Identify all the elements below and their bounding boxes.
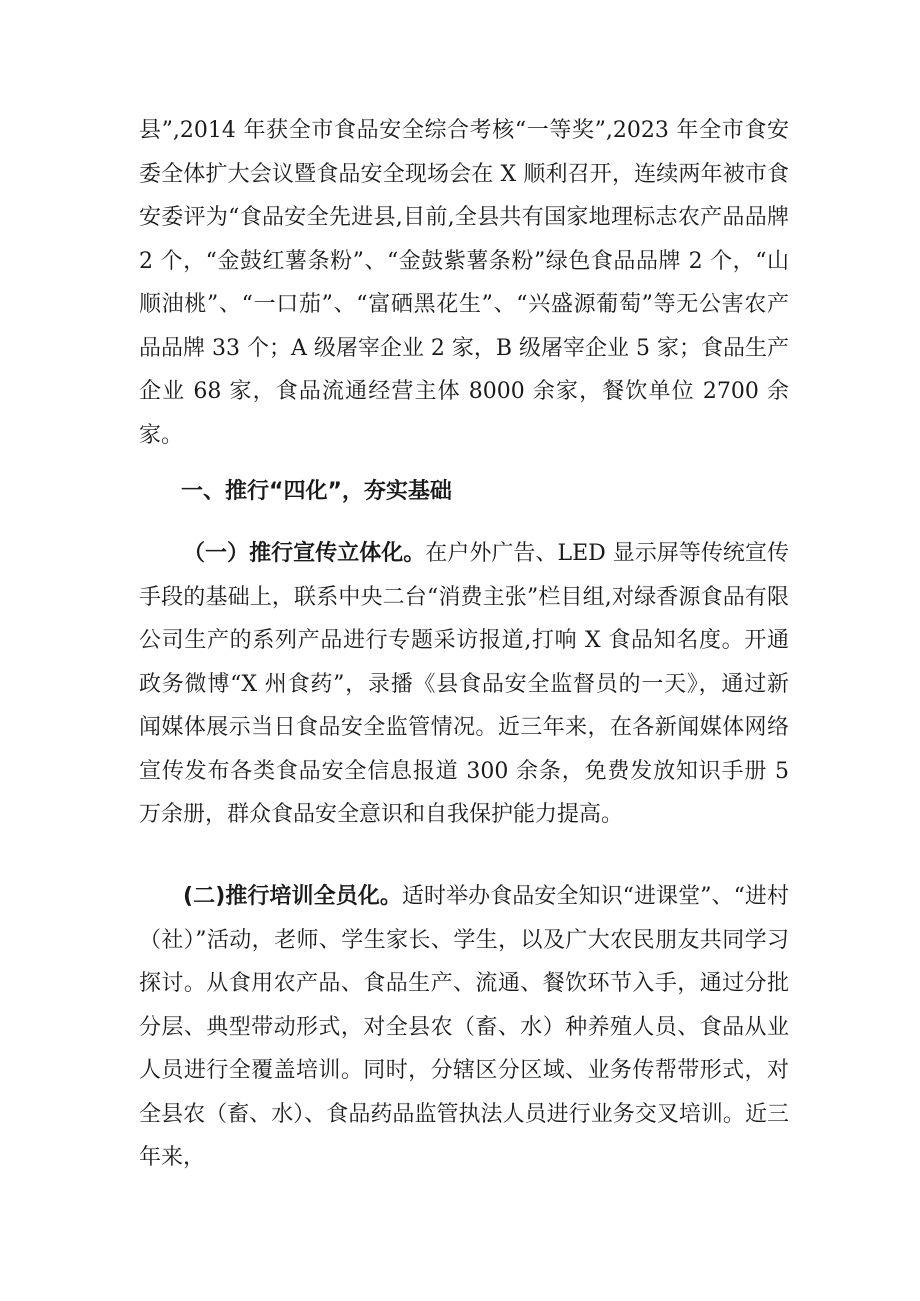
item-body-2: 适时举办食品安全知识“进课堂”、“进村（社）”活动，老师、学生家长、学生，以及广大农民朋友共同学习探讨。从食用农产品、食品生产、流通、餐饮环节入手，通过分批分层、典型带动形式，对全县农（畜、水）种养殖人员、食品从业人员进行全覆盖培训。同时，分辖区分区域、业务传帮带形式，对全县农（畜、水）、食品药品监管执法人员进行业务交叉培训。近三年来， bbox=[139, 884, 789, 1170]
item-paragraph-2 bbox=[139, 875, 789, 1180]
section-heading: 一、推行“四化”，夯实基础 bbox=[181, 479, 452, 504]
item-body-1: 在户外广告、LED 显示屏等传统宣传手段的基础上，联系中央二台“消费主张”栏目组,对绿香源食品有限公司生产的系列产品进行专题采访报道,打响 X 食品知名度。开通政务微博“X 州食药”，录播《县食品安全监督员的一天》，通过新闻媒体展示当日食品安全监管情况。近三年来，在各新闻媒体网络宣传发布各类食品安全信息报道 300 余条，免费发放知识手册 5 万余册，群众食品安全意识和自我保护能力提高。 bbox=[139, 541, 789, 827]
item-lead-1: （一）推行宣传立体化。 bbox=[183, 541, 426, 566]
intro-paragraph: 县”,2014 年获全市食品安全综合考核“一等奖”,2023 年全市食安委全体扩大会议暨食品安全现场会在 X 顺利召开，连续两年被市食安委评为“食品安全先进县,目前,全县共有国家地理标志农产品品牌 2 个，“金鼓红薯条粉”、“金鼓紫薯条粉”绿色食品品牌 2 个，“山顺油桃”、“一口茄”、“富硒黑花生”、“兴盛源葡萄”等无公害农产品品牌 33 个；A 级屠宰企业 2 家，B 级屠宰企业 5 家；食品生产企业 68 家，食品流通经营主体 8000 余家，餐饮单位 2700 余家。 bbox=[139, 118, 789, 448]
item-lead-2: (二)推行培训全员化。 bbox=[183, 884, 402, 909]
item-paragraph-1 bbox=[139, 532, 789, 837]
